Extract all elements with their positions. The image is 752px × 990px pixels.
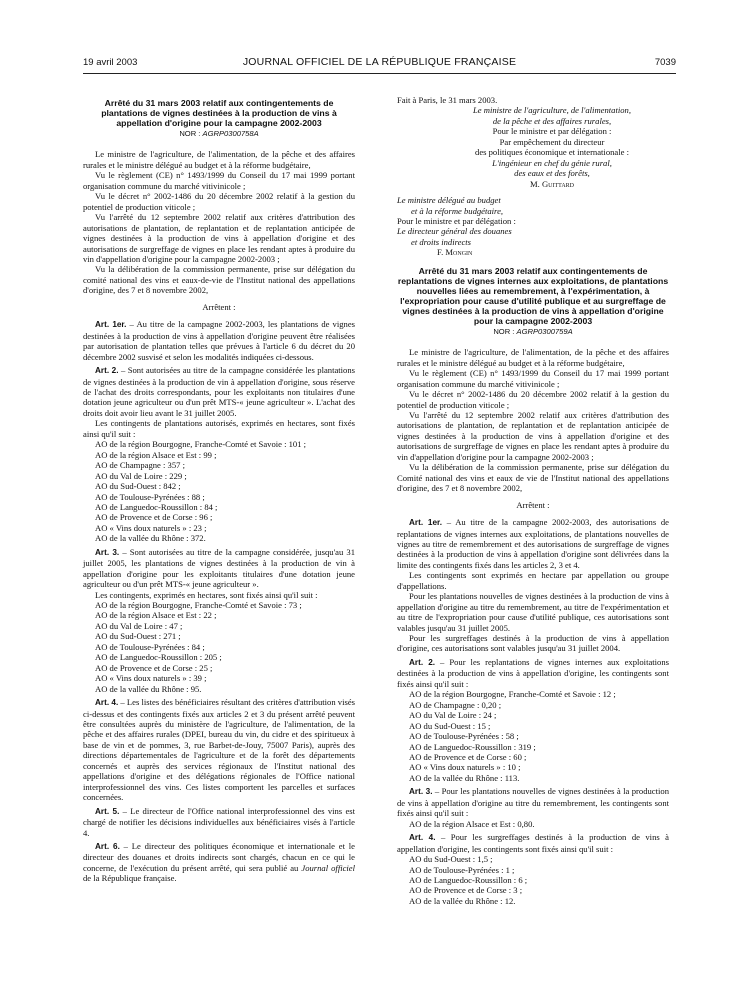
- left-column: [83, 98, 355, 884]
- left-art5-label: Art. 5.: [95, 806, 120, 816]
- intro-paragraph: Le ministre de l'agriculture, de l'alimentation, de la pêche et des affaires rurales et le ministre délégué au budget et à la réforme budgétaire,: [83, 149, 355, 170]
- contingent-item: AO de la vallée du Rhône : 372.: [95, 533, 206, 544]
- right-column: [397, 95, 669, 906]
- contingent-item: AO de la région Bourgogne, Franche-Comté et Savoie : 73 ;: [95, 600, 302, 611]
- contingent-item: AO de la région Alsace et Est : 22 ;: [95, 610, 217, 621]
- signature-line: Le directeur général des douanes: [397, 226, 512, 237]
- left-art3-label: Art. 3.: [95, 547, 120, 557]
- signature-line: L'ingénieur en chef du génie rural,: [492, 157, 612, 168]
- left-art2-label: Art. 2.: [95, 366, 119, 376]
- right-article-4: [397, 832, 669, 854]
- left-art1-text: – Au titre de la campagne 2002-2003, les plantations de vignes destinées à la production de vins à appellation d'origine peuvent être réalisées par autorisation de plantation telles que prévues à l'article 6 du décret du 20 décembre 2002 susvisé et selon les modalités indiquées ci-dessous.: [83, 319, 355, 362]
- right-art3-list: [397, 819, 669, 829]
- contingent-item: AO du Sud-Ouest : 271 ;: [95, 631, 181, 642]
- contingent-item: AO de Languedoc-Roussillon : 6 ;: [409, 875, 528, 885]
- left-nor-code: AGRP0300758A: [202, 129, 259, 138]
- signature-line: de la pêche et des affaires rurales,: [492, 115, 612, 126]
- left-arretent: Arrêtent :: [202, 301, 236, 312]
- right-article-1: [397, 517, 669, 570]
- contingent-item: AO de la vallée du Rhône : 95.: [95, 683, 202, 694]
- contingent-item: AO « Vins doux naturels » : 39 ;: [95, 673, 207, 684]
- header-page-number: 7039: [654, 57, 676, 68]
- right-art4-list: [397, 854, 669, 906]
- intro-paragraph: Vu le décret n° 2002-1486 du 20 décembre 2002 relatif à la gestion du potentiel de production viticole ;: [83, 191, 355, 212]
- contingent-item: AO du Sud-Ouest : 1,5 ;: [409, 854, 493, 865]
- left-art3-contingents: Les contingents, exprimés en hectares, sont fixés ainsi qu'il suit :: [95, 589, 318, 600]
- intro-paragraph: Vu l'arrêté du 12 septembre 2002 relatif aux critères d'attribution des autorisations de plantation, de replantation et de replantation anticipée de vignes destinées à la production de vins à appellation d'origine et des autorisations de surgreffage de vignes en place les rendant aptes à produire du vin d'appellation d'origine pour la campagne 2002-2003 ;: [397, 409, 669, 462]
- intro-paragraph: Vu le règlement (CE) n° 1493/1999 du Conseil du 17 mai 1999 portant organisation commune du marché vitivinicole ;: [397, 368, 669, 389]
- left-nor-reference: [83, 129, 355, 139]
- signature-line: des politiques économique et internationale :: [475, 147, 629, 158]
- signature-line: et à la réforme budgétaire,: [411, 205, 504, 216]
- right-nor-code: AGRP0300759A: [516, 326, 573, 336]
- left-article-6: [83, 841, 355, 884]
- right-art1-label: Art. 1er.: [409, 518, 443, 528]
- contingent-item: AO de Toulouse-Pyrénées : 88 ;: [95, 491, 205, 502]
- right-art2-label: Art. 2.: [409, 657, 436, 667]
- contingent-item: AO de Toulouse-Pyrénées : 1 ;: [409, 864, 515, 875]
- page-header: [83, 57, 676, 71]
- left-article-3: [83, 547, 355, 590]
- right-art4-text: – Pour les surgreffages destinés à la production de vins à appellation d'origine, les contingents sont fixés ainsi qu'il suit :: [397, 832, 669, 854]
- contingent-item: AO du Sud-Ouest : 842 ;: [95, 481, 181, 492]
- right-art2-text: – Pour les replantations de vignes internes aux exploitations destinées à la production de vins à appellation d'origine, les contingents sont fixés ainsi qu'il suit :: [397, 656, 669, 689]
- right-art3-label: Art. 3.: [409, 787, 433, 797]
- contingent-item: AO de Provence et de Corse : 25 ;: [95, 662, 213, 673]
- right-arretent: Arrêtent :: [516, 499, 550, 510]
- signature-line: des eaux et des forêts,: [514, 168, 590, 179]
- right-arrete-title: Arrêté du 31 mars 2003 relatif aux contingentements de replantations de vignes internes aux exploitations, de plantations nouvelles liées au remembrement, à l'expérimentation, à l'expropriation pour cause d'utilité publique et au surgreffage de vignes destinées à la production de vins à appellation d'origine pour la campagne 2002-2003: [397, 265, 669, 326]
- left-art3-list: [83, 600, 355, 694]
- right-art1-p2: Les contingents sont exprimés en hectare par appellation ou groupe d'appellations.: [397, 570, 669, 591]
- right-art4-label: Art. 4.: [409, 833, 436, 843]
- signature-line: F. Mongin: [437, 247, 473, 258]
- signature-line: Le ministre de l'agriculture, de l'alimentation,: [473, 105, 631, 116]
- contingent-item: AO de Provence et de Corse : 3 ;: [409, 885, 523, 896]
- contingent-item: AO « Vins doux naturels » : 23 ;: [95, 522, 207, 533]
- left-intro: [83, 149, 355, 295]
- left-art5-text: – Le directeur de l'Office national interprofessionnel des vins est chargé de notifier les décisions individuelles aux bénéficiaires visés à l'article 4.: [83, 805, 355, 838]
- header-date: 19 avril 2003: [83, 57, 138, 68]
- left-art2-contingents: Les contingents de plantations autorisés, exprimés en hectares, sont fixés ainsi qu'il suit :: [83, 418, 355, 439]
- contingent-item: AO de Languedoc-Roussillon : 319 ;: [409, 741, 536, 752]
- contingent-item: AO du Val de Loire : 24 ;: [409, 710, 497, 721]
- contingent-item: AO de Provence et de Corse : 96 ;: [95, 512, 213, 523]
- right-nor-reference: [397, 327, 669, 337]
- intro-paragraph: Le ministre de l'agriculture, de l'alimentation, de la pêche et des affaires rurales et le ministre délégué au budget et à la réforme budgétaire,: [397, 347, 669, 368]
- left-arrete-title: Arrêté du 31 mars 2003 relatif aux contingentements de plantations de vignes destinées à la production de vins à appellation d'origine pour la campagne 2002-2003: [101, 98, 337, 128]
- signature-block-2: [397, 195, 669, 258]
- signature-line: M. Guittard: [530, 178, 574, 189]
- left-art2-list: [83, 439, 355, 544]
- contingent-item: AO de Toulouse-Pyrénées : 58 ;: [409, 731, 519, 742]
- signature-line: et droits indirects: [411, 236, 471, 247]
- contingent-item: AO de Champagne : 0,20 ;: [409, 699, 502, 710]
- signature-line: Pour le ministre et par délégation :: [492, 126, 612, 137]
- intro-paragraph: Vu la délibération de la commission permanente, prise sur délégation du Comité national des vins et eaux de vie de l'Institut national des appellations d'origine, des 7 et 8 novembre 2002,: [397, 462, 669, 494]
- header-rule: [83, 73, 676, 74]
- left-art4-text: – Les listes des bénéficiaires résultant des critères d'attribution visés ci-dessus et des contingents fixés aux articles 2 et 3 du présent arrêté peuvent être consultées auprès du ministère de l'agriculture, de l'alimentation, de la pêche et des affaires rurales (DPEI, bureau du vin, du cidre et des spiritueux à base de vin et de pommes, 3, rue Barbet-de-Jouy, 75007 Paris), auprès des directions départementales de l'agriculture et de la forêt des départements concernés et auprès des services régionaux de l'Institut national des appellations d'origine et des délégations régionales de l'Office national interprofessionnel des vins. Ces listes comportent les parcelles et surfaces concernées.: [83, 697, 355, 803]
- contingent-item: AO du Sud-Ouest : 15 ;: [409, 720, 491, 731]
- contingent-item: AO de Languedoc-Roussillon : 84 ;: [95, 501, 218, 512]
- left-art2-text: – Sont autorisées au titre de la campagne considérée les plantations de vignes destinées à la production de vin à appellation d'origine, sous réserve de l'achat des droits correspondants, pour les exploitants non titulaires d'une dotation jeune agriculteur ou d'un prêt MTS-« jeune agriculteur ». L'achat des droits doit avoir lieu avant le 31 juillet 2005.: [83, 365, 355, 418]
- left-art6-journal: Journal officiel: [301, 862, 355, 873]
- contingent-item: AO « Vins doux naturels » : 10 ;: [409, 762, 521, 773]
- right-art3-text: – Pour les plantations nouvelles de vignes destinées à la production de vins à appellation d'origine au titre du remembrement, les contingents sont fixés ainsi qu'il suit :: [397, 786, 669, 819]
- contingent-item: AO du Val de Loire : 229 ;: [95, 470, 187, 481]
- left-art6-text-a: – Le directeur des politiques économique et internationale et le directeur des douanes et droits indirects sont chargés, chacun en ce qui le concerne, de l'exécution du présent arrêté, qui sera publié au: [83, 841, 355, 873]
- intro-paragraph: Vu la délibération de la commission permanente, prise sur délégation du comité national des vins et eaux-de-vie de l'Institut national des appellations d'origine, des 7 et 8 novembre 2002,: [83, 264, 355, 296]
- left-art1-label: Art. 1er.: [95, 320, 127, 330]
- right-art1-p3: Pour les plantations nouvelles de vignes destinées à la production de vins à appellation d'origine au titre du remembrement, au titre de l'expérimentation et au titre de l'expropriation pour cause d'utilité publique, ces autorisations sont valables jusqu'au 31 juillet 2005.: [397, 591, 669, 633]
- contingent-item: AO du Val de Loire : 47 ;: [95, 620, 183, 631]
- contingent-item: AO de la région Alsace et Est : 99 ;: [95, 449, 217, 460]
- contingent-item: AO de la région Alsace et Est : 0,80.: [409, 818, 535, 829]
- fait-a-paris: Fait à Paris, le 31 mars 2003.: [397, 95, 498, 105]
- intro-paragraph: Vu l'arrêté du 12 septembre 2002 relatif aux critères d'attribution des autorisations de plantation, de replantation et de replantation anticipée de vignes destinées à la production de vins à appellation d'origine et des autorisations de surgreffage de vignes en place les rendant aptes à produire du vin d'appellation d'origine pour la campagne 2002-2003 ;: [83, 212, 355, 264]
- right-article-2: [397, 657, 669, 689]
- contingent-item: AO de Languedoc-Roussillon : 205 ;: [95, 652, 222, 663]
- signature-line: Pour le ministre et par délégation :: [397, 215, 516, 226]
- left-art6-label: Art. 6.: [95, 842, 120, 851]
- left-article-4: [83, 697, 355, 803]
- left-article-5: [83, 806, 355, 838]
- left-art6-text-b: de la République française.: [83, 873, 177, 884]
- contingent-item: AO de la vallée du Rhône : 113.: [409, 772, 520, 783]
- right-article-3: [397, 786, 669, 818]
- contingent-item: AO de la région Bourgogne, Franche-Comté et Savoie : 101 ;: [95, 439, 307, 450]
- contingent-item: AO de la région Bourgogne, Franche-Comté et Savoie : 12 ;: [409, 689, 616, 700]
- contingent-item: AO de la vallée du Rhône : 12.: [409, 895, 516, 906]
- right-art2-list: [397, 689, 669, 783]
- signature-line: Par empêchement du directeur: [499, 136, 605, 147]
- contingent-item: AO de Toulouse-Pyrénées : 84 ;: [95, 641, 205, 652]
- left-nor-label: NOR :: [179, 129, 203, 138]
- intro-paragraph: Vu le règlement (CE) n° 1493/1999 du Conseil du 17 mai 1999 portant organisation commune du marché vitivinicole ;: [83, 170, 355, 191]
- left-article-1: [83, 319, 355, 362]
- left-article-2: [83, 365, 355, 418]
- right-art1-text: – Au titre de la campagne 2002-2003, des autorisations de replantations de vignes internes aux exploitations, de plantations nouvelles de vignes au titre de remembrement et des autorisations de surgreffage de vignes destinées à la production de vins à appellation d'origine sont délivrées dans la limite des contingents fixés dans les articles 2, 3 et 4.: [397, 517, 669, 570]
- intro-paragraph: Vu le décret n° 2002-1486 du 20 décembre 2002 relatif à la gestion du potentiel de production viticole ;: [397, 389, 669, 410]
- header-journal-title: JOURNAL OFFICIEL DE LA RÉPUBLIQUE FRANÇAISE: [242, 56, 517, 68]
- signature-block-1: [435, 105, 669, 189]
- left-art3-text: – Sont autorisées au titre de la campagne considérée, jusqu'au 31 juillet 2005, les plantations de vignes destinées à la production de vin à appellation d'origine pour les exploitants titulaires d'une dotation jeune agriculteur ou d'un prêt MTS-« jeune agriculteur ».: [83, 546, 355, 590]
- right-intro: [397, 347, 669, 493]
- right-art1-p4: Pour les surgreffages destinés à la production de vins à appellation d'origine, ces autorisations sont valables jusqu'au 31 juillet 2004.: [397, 633, 669, 654]
- contingent-item: AO de Champagne : 357 ;: [95, 460, 185, 471]
- left-art4-label: Art. 4.: [95, 698, 119, 708]
- right-nor-label: NOR :: [493, 326, 517, 336]
- signature-line: Le ministre délégué au budget: [397, 195, 501, 206]
- contingent-item: AO de Provence et de Corse : 60 ;: [409, 752, 527, 763]
